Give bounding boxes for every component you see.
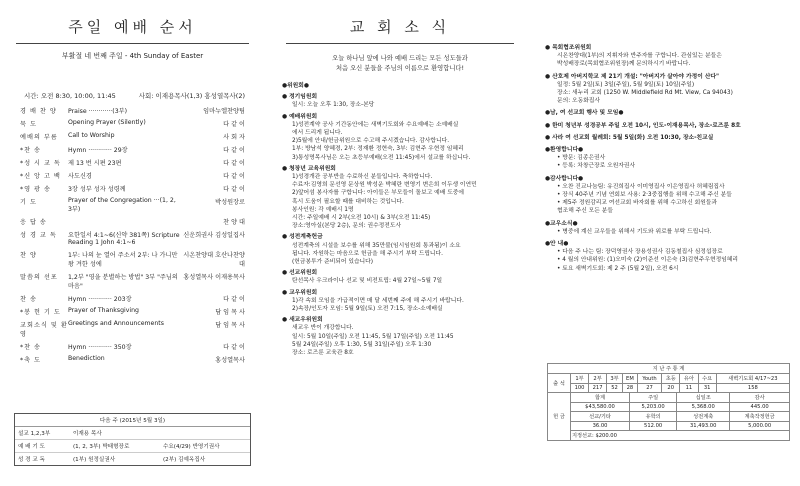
news-text: 1)각 속회 모임을 가급적이면 매 달 세번째 주에 해 주시기 바랍니다. bbox=[292, 297, 464, 304]
news-text: • 토요 새벽기도회: 제 2 주 (5월 2일), 오전 6시 bbox=[557, 265, 679, 272]
attendance-table bbox=[547, 363, 790, 441]
attendance-value: 217 bbox=[589, 384, 607, 393]
service-detail: Benediction bbox=[68, 355, 105, 362]
times-text: 시간: 오전 8:30, 10:00, 11:45 bbox=[24, 92, 116, 100]
service-row bbox=[20, 145, 245, 154]
next-week-cell: 예 배 기 도 bbox=[18, 444, 45, 450]
attendance-head: 1부 bbox=[571, 374, 589, 384]
attendance-head: 새벽기도회 4/17~23 bbox=[716, 374, 789, 384]
news-text: • 장식 40주년 기념 연회보 사용: 2·3중집행을 위해 수고해 주신 분들 bbox=[557, 192, 732, 199]
service-item: 성 경 교 독 bbox=[20, 232, 57, 239]
next-week-cell: 설교 1,2,3부 bbox=[18, 431, 51, 437]
news-text: 1)성전계약 공사 기간동안에는 새벽기도회와 수요예배는 소예배실 bbox=[292, 121, 459, 128]
offering-head: 성전계축 bbox=[677, 412, 730, 422]
news-text: 1)성경개관 공부반을 수료하신 분들입니다. 축하합니다. bbox=[292, 174, 433, 181]
news-text: 시온찬양대(1부)의 지휘자와 반주자를 구합니다. 관심있는 분들은 bbox=[557, 53, 722, 60]
attendance-head: 수요 bbox=[698, 374, 716, 384]
service-item: *축 도 bbox=[20, 357, 42, 364]
service-row bbox=[20, 294, 245, 303]
service-item: 경 배 찬 양 bbox=[20, 108, 57, 115]
service-leader: 홍성열목사 bbox=[215, 357, 245, 364]
next-week-row bbox=[15, 427, 250, 440]
service-leader: 다 같 이 bbox=[223, 296, 245, 303]
service-detail: Hymn ············ 203장 bbox=[68, 296, 132, 303]
service-item: *신 앙 고 백 bbox=[20, 173, 61, 180]
page-title: 주일 예배 순서 bbox=[68, 18, 197, 36]
offering-value: 36.00 bbox=[571, 422, 630, 431]
news-text: 박성배장로(목회협조위원장)께 문의하시기 바랍니다. bbox=[557, 61, 691, 68]
news-heading: ●남, 여 선교회 행사 및 모임● bbox=[545, 110, 624, 117]
service-row bbox=[20, 230, 245, 246]
news-text: • 병중에 계신 교우들을 위해서 기도와 위로를 부탁 드립니다. bbox=[557, 228, 712, 235]
news-heading: ●교우소식● bbox=[545, 220, 578, 227]
next-week-row bbox=[15, 453, 250, 465]
service-leader: 임마누엘찬양팀 bbox=[203, 108, 245, 115]
offering-value: $43,580.00 bbox=[571, 403, 630, 412]
next-week-header: 다음 주 (2015년 5월 3일) bbox=[15, 414, 250, 427]
news-heading: ● 목회협조위원회 bbox=[545, 45, 592, 51]
designated-mission: 지정선교: $200.00 bbox=[571, 431, 790, 441]
service-order-list bbox=[20, 106, 245, 368]
service-detail: Greetings and Announcements bbox=[68, 320, 164, 327]
service-detail: 3장 성부 성자 성령께 bbox=[68, 186, 126, 193]
news-heading: ● 한미 청년부 성경공부 주일 오전 10시, 인도-이재용목사, 장소-로즈룬 8호 bbox=[545, 122, 741, 129]
service-row bbox=[20, 119, 245, 128]
service-item: 응 답 송 bbox=[20, 219, 47, 226]
preacher-text: 사회: 이재용목사(1,3) 홍성열목사(2) bbox=[138, 92, 245, 100]
offering-head: 합계 bbox=[571, 393, 630, 403]
offering-head: 유학의 bbox=[630, 412, 677, 422]
news-text: 5월 24일(주일) 오후 1:30, 5월 31일(주일) 오후 1:30 bbox=[292, 341, 432, 348]
service-detail: Hymn ············ 29장 bbox=[68, 147, 128, 154]
news-text: 성전계축의 시설을 보수를 위해 35만불(임시임원회 통과됨)이 소요 bbox=[292, 242, 461, 249]
order-of-worship-column bbox=[0, 0, 265, 486]
news-heading: ● 예배위원회 bbox=[282, 113, 318, 120]
news-text: 수료자:김영희 문선영 문상원 박성운 박혜란 변영기 변은희 이두생 이연민 bbox=[292, 182, 477, 189]
next-week-cell: 수요(4/29) 반영기권사 bbox=[163, 444, 220, 450]
service-item: *찬 송 bbox=[20, 344, 42, 351]
news-column-right bbox=[535, 0, 800, 486]
service-detail: 사도신경 bbox=[68, 173, 92, 180]
offering-head: 선교/기타 bbox=[571, 412, 630, 422]
news-text: 3)통성명목사님은 오는 초등부예배(오전 11:45)에서 설교를 하십니다. bbox=[292, 154, 471, 161]
next-week-box bbox=[14, 413, 251, 466]
news-heading: ● 정기임원회 bbox=[282, 94, 318, 101]
offering-head: 감사 bbox=[730, 393, 790, 403]
service-row bbox=[20, 217, 245, 226]
service-leader: 박성원장로 bbox=[215, 199, 245, 206]
news-list bbox=[282, 82, 526, 357]
news-heading: ● 산호제 아버지학교 제 21기 개설: "아버지가 살아야 가정이 산다" bbox=[545, 73, 720, 80]
service-row bbox=[20, 171, 245, 180]
service-leader: 다 같 이 bbox=[223, 344, 245, 351]
news-text: 협조해 주신 모든 분들 bbox=[557, 208, 613, 215]
news-text: 일시: 오늘 오후 1:30, 장소-본당 bbox=[292, 102, 375, 109]
service-times bbox=[24, 91, 245, 100]
news-heading: ● 사라 여 선교회 월례회: 5월 5일(화) 오전 10:30, 장소-친교실 bbox=[545, 134, 714, 141]
news-text: 2)앞어섬 봉사자를 구합니다: 아이들은 부모들이 돌보고 예배 도중에 bbox=[292, 190, 464, 197]
service-row bbox=[20, 320, 245, 338]
news-text: 에서 드리게 됩니다. bbox=[292, 130, 343, 137]
service-row bbox=[20, 355, 245, 364]
service-leader: 담 임 목 사 bbox=[215, 309, 245, 316]
news-heading: ●위원회● bbox=[282, 83, 309, 89]
news-text: 문의: 오동화집사 bbox=[557, 98, 600, 105]
service-row bbox=[20, 272, 245, 290]
service-detail: 1,2부 "영을 분별하는 방법" 3부 "주님의 마음" bbox=[68, 274, 178, 290]
service-detail: 제 13 번 시편 23편 bbox=[68, 160, 122, 167]
news-text: 1부: 방남석 양혜경, 2부: 정재환 정현숙, 3부: 김현주 우현정 임혜리 bbox=[292, 146, 464, 153]
next-week-cell: (2부) 김예옥집사 bbox=[163, 457, 206, 463]
next-week-cell: (1부) 원정실권사 bbox=[73, 457, 116, 463]
news-list-right bbox=[545, 40, 792, 273]
attendance-value: 11 bbox=[680, 384, 698, 393]
offering-head: 십일조 bbox=[677, 393, 730, 403]
service-row bbox=[20, 158, 245, 167]
attendance-value: 52 bbox=[607, 384, 623, 393]
next-week-cell: 성 경 교 독 bbox=[18, 457, 45, 463]
news-heading: ●감사합니다● bbox=[545, 175, 584, 182]
service-item: *성 시 교 독 bbox=[20, 160, 61, 167]
service-leader: 사 회 자 bbox=[223, 134, 245, 141]
offering-value: 5,000.00 bbox=[730, 422, 790, 431]
service-row bbox=[20, 106, 245, 115]
service-row bbox=[20, 250, 245, 268]
service-leader: 다 같 이 bbox=[223, 186, 245, 193]
news-column bbox=[270, 0, 530, 486]
attendance-title: 지 난 주 통 계 bbox=[548, 364, 790, 374]
service-leader: 담 임 목 사 bbox=[215, 322, 245, 329]
attendance-head: 초등 bbox=[662, 374, 680, 384]
service-detail: Praise ············(3부) bbox=[68, 108, 128, 115]
service-detail: Hymn ············ 350장 bbox=[68, 344, 132, 351]
news-text: 일정: 5월 2일(토) 3일(주일), 5월 9일(토) 10일(주일) bbox=[557, 81, 695, 88]
service-row bbox=[20, 132, 245, 141]
service-row bbox=[20, 184, 245, 193]
attendance-value: 100 bbox=[571, 384, 589, 393]
news-text: • 등록: 차창근장로 오원자권사 bbox=[557, 163, 636, 170]
news-text: • 제5주 정원감리교 여선교회 바자회를 위해 수고하신 회원들과 bbox=[557, 200, 718, 207]
news-text: 됩니다. 자원하는 마음으로 헌금을 해 주시기 부탁 드립니다. bbox=[292, 250, 443, 257]
service-item: *영 광 송 bbox=[20, 186, 51, 193]
news-text: • 오찬 진교나눔팀: 유진희집사 이미영집사 이은영집사 허혜림집사 bbox=[557, 183, 725, 190]
attendance-value: 28 bbox=[622, 384, 637, 393]
news-title: 교 회 소 식 bbox=[349, 18, 451, 36]
service-item: 찬 송 bbox=[20, 296, 37, 303]
news-heading: ●환영합니다● bbox=[545, 147, 584, 154]
offering-value: 31,493.00 bbox=[677, 422, 730, 431]
news-text: (헌금봉투가 준비되어 있습니다) bbox=[292, 259, 374, 266]
service-leader: 홍성열목사 이재용목사 bbox=[183, 274, 245, 281]
news-heading: ●안 내● bbox=[545, 241, 569, 248]
next-week-cell: 이재용 목사 bbox=[73, 431, 102, 437]
offering-value: 512.00 bbox=[630, 422, 677, 431]
service-leader: 다 같 이 bbox=[223, 160, 245, 167]
service-item: 말씀의 선포 bbox=[20, 274, 58, 281]
news-text: 봉사인원: 각 예배시 1명 bbox=[292, 206, 354, 213]
service-detail: Prayer of the Congregation ···(1, 2, 3부) bbox=[68, 197, 176, 213]
news-text: 새교우 반이 개강합니다. bbox=[292, 325, 354, 332]
news-text: 일시: 5월 10일(주일) 오전 11:45, 5월 17일(주일) 오전 11:45 bbox=[292, 333, 454, 340]
service-row bbox=[20, 307, 245, 316]
service-item: *봉 헌 기 도 bbox=[20, 309, 61, 316]
subtitle: 부활절 네 번째 주일 - 4th Sunday of Easter bbox=[61, 52, 204, 60]
service-detail: Call to Worship bbox=[68, 132, 115, 139]
welcome-message: 오늘 하나님 앞에 나와 예배 드리는 모든 성도들과 처음 오신 분들을 주님의 이름으로 환영합니다! bbox=[332, 55, 468, 72]
news-heading: ● 선교위원회 bbox=[282, 270, 318, 277]
attendance-head: 3부 bbox=[607, 374, 623, 384]
news-text: 장소: 로즈룬 교육관 8호 bbox=[292, 350, 354, 357]
service-item: 교회소식 및 환영 bbox=[20, 322, 68, 338]
news-text: • 다음 주 나는 팀: 장덕영권사 장용성권사 김동철집사 심정섭장로 bbox=[557, 249, 723, 256]
divider bbox=[286, 43, 514, 44]
next-week-row bbox=[15, 440, 250, 453]
next-week-cell: (1, 2, 3부) 박태형장로 bbox=[73, 444, 130, 450]
service-detail: Opening Prayer (Silently) bbox=[68, 119, 146, 126]
divider bbox=[16, 43, 249, 44]
news-heading: ● 교우위원회 bbox=[282, 289, 318, 296]
offering-head: 주일 bbox=[630, 393, 677, 403]
attendance-label: 출 석 bbox=[548, 374, 571, 393]
service-leader: 다 같 이 bbox=[223, 147, 245, 154]
service-detail: Prayer of Thanksgiving bbox=[68, 307, 139, 314]
service-leader: 다 같 이 bbox=[223, 121, 245, 128]
service-row bbox=[20, 342, 245, 351]
news-heading: ● 성전계축헌금 bbox=[282, 234, 323, 241]
news-text: 시간: 주일예배 시 2부(오전 10시) & 3부(오전 11:45) bbox=[292, 215, 431, 222]
service-item: 찬 양 bbox=[20, 252, 37, 259]
attendance-value: 158 bbox=[716, 384, 789, 393]
news-text: • 방문: 김종은권사 bbox=[557, 155, 606, 162]
service-item: *찬 송 bbox=[20, 147, 42, 154]
attendance-head: Youth bbox=[637, 374, 661, 384]
offering-head: 계축작정헌금 bbox=[730, 412, 790, 422]
news-heading: ● 새교우위원회 bbox=[282, 317, 323, 324]
news-text: 장소:영아실(본당 2층), 문의: 권수정전도사 bbox=[292, 223, 402, 230]
attendance-head: 유아 bbox=[680, 374, 698, 384]
offering-value: 445.00 bbox=[730, 403, 790, 412]
news-text: 2)속장/인도자 모임: 5월 9일(토) 오전 7:15, 장소-소예배실 bbox=[292, 306, 443, 313]
attendance-value: 20 bbox=[662, 384, 680, 393]
news-text: 혹시 도움이 필요할 때를 대비하는 것입니다. bbox=[292, 198, 404, 205]
service-leader: 시온찬양대 호산나찬양대 bbox=[183, 252, 245, 268]
attendance-value: 27 bbox=[637, 384, 661, 393]
service-item: 예배의 부름 bbox=[20, 134, 58, 141]
offering-value: 5,368.00 bbox=[677, 403, 730, 412]
service-leader: 신운희권사 김성일집사 bbox=[183, 232, 245, 239]
offering-value: 5,203.00 bbox=[630, 403, 677, 412]
attendance-value: 31 bbox=[698, 384, 716, 393]
news-text: • 4 월의 안내위원: (1)오미숙 (2)이준선 이은숙 (3)김현주우현정임혜리 bbox=[557, 257, 738, 264]
attendance-head: EM bbox=[622, 374, 637, 384]
attendance-head: 2부 bbox=[589, 374, 607, 384]
news-text: 2)5월에 안내/헌금위원으로 수고해 주시겠습니다. 감사합니다. bbox=[292, 138, 450, 145]
news-text: 탄선목사 우크라이나 선교 및 비전트립: 4월 27일~5월 7일 bbox=[292, 278, 443, 285]
service-leader: 찬 양 대 bbox=[223, 219, 245, 226]
service-detail: 요한일서 4:1~6(신약 381쪽) Scripture Reading 1 John 4:1~6 bbox=[68, 232, 180, 246]
service-item: 묵 도 bbox=[20, 121, 37, 128]
offering-label: 헌 금 bbox=[548, 393, 571, 441]
service-detail: 1부: 나의 눈 열어 주소서 2부: 나 가니만 왕 겨한 성에 bbox=[68, 252, 178, 268]
service-row bbox=[20, 197, 245, 213]
news-heading: ● 청장년 교육위원회 bbox=[282, 165, 336, 172]
service-item: 기 도 bbox=[20, 199, 37, 206]
news-text: 장소: 새누리 교회 (1250 W. Middlefield Rd Mt. View, Ca 94043) bbox=[557, 90, 733, 97]
service-leader: 다 같 이 bbox=[223, 173, 245, 180]
